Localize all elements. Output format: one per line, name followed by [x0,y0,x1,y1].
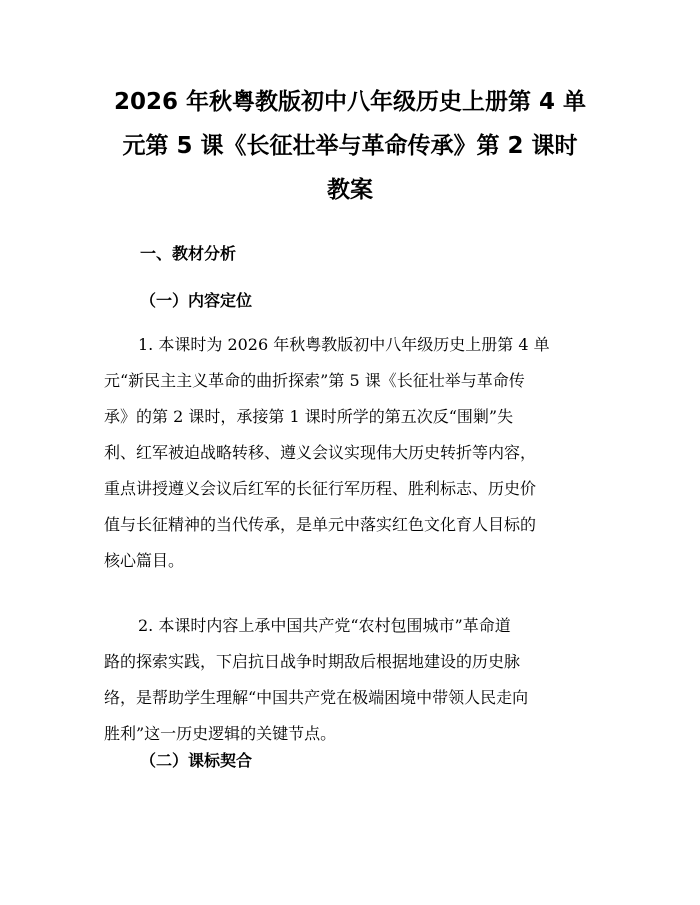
paragraph-line: 利、红军被迫战略转移、遵义会议实现伟大历史转折等内容， [104,443,537,462]
paragraph-line: 络，是帮助学生理解“中国共产党在极端困境中带领人民走向 [104,688,529,707]
paragraph-line: 值与长征精神的当代传承，是单元中落实红色文化育人目标的 [104,515,537,534]
paragraph-1 [104,327,604,579]
subsection-heading-content-positioning: （一）内容定位 [140,291,253,310]
paragraph-line: 路的探索实践，下启抗日战争时期敌后根据地建设的历史脉 [104,652,521,671]
paragraph-line: 1. 本课时为 2026 年秋粤教版初中八年级历史上册第 4 单 [138,335,550,354]
subsection-heading-curriculum-alignment: （二）课标契合 [140,751,253,770]
paragraph-line: 承》的第 2 课时，承接第 1 课时所学的第五次反“围剿”失 [104,407,514,426]
title-line: 教案 [327,177,373,203]
paragraph-line: 重点讲授遵义会议后红军的长征行军历程、胜利标志、历史价 [104,479,537,498]
paragraph-line: 元“新民主主义革命的曲折探索”第 5 课《长征壮举与革命传 [104,371,525,390]
title-line: 元第 5 课《长征壮举与革命传承》第 2 课时 [122,133,578,159]
paragraph-2 [104,608,604,752]
paragraph-line: 核心篇目。 [104,551,185,570]
paragraph-line: 胜利”这一历史逻辑的关键节点。 [104,724,337,743]
section-heading-textbook-analysis: 一、教材分析 [140,244,237,263]
document-title [100,80,600,212]
paragraph-line: 2. 本课时内容上承中国共产党“农村包围城市”革命道 [138,616,511,635]
title-line: 2026 年秋粤教版初中八年级历史上册第 4 单 [113,89,587,115]
